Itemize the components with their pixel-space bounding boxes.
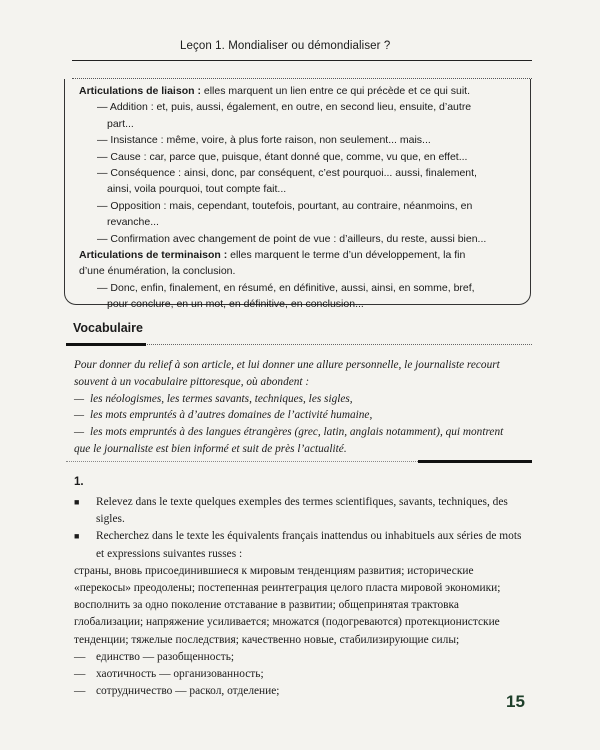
liaison-heading: Articulations de liaison : elles marquent un lien entre ce qui précède et ce qui suit. (79, 85, 471, 97)
vocab-item: — les mots empruntés à d’autres domaines de l’activité humaine, (74, 409, 373, 422)
square-bullet-icon: ■ (74, 497, 80, 507)
vocab-item: — les néologismes, les termes savants, techniques, les sigles, (74, 392, 353, 405)
header-rule (72, 60, 532, 61)
vocab-item: — les mots empruntés à des langues étrangères (grec, latin, anglais notamment), qui montrent (74, 426, 504, 439)
vocab-item-tail: que le journaliste est bien informé et suit de près l’actualité. (74, 442, 347, 455)
termination-def-cont: d’une énumération, la conclusion. (79, 265, 236, 278)
termination-item: — Donc, enfin, finalement, en résumé, en définitive, aussi, ainsi, en somme, bref, pour conclure, en un mot, en définitive, en conclusion... (97, 281, 475, 311)
liaison-item: — Cause : car, parce que, puisque, étant donné que, comme, vu que, en effet... (97, 150, 468, 163)
exercise-number: 1. (74, 476, 84, 488)
exercise-bullet: ■ Relevez dans le texte quelques exemples des termes scientifiques, savants, techniques, des sigles. (74, 494, 530, 528)
russian-pair: — хаотичность — организованность; (74, 668, 264, 681)
articulations-box (79, 83, 524, 313)
vocabulaire-title: Vocabulaire (73, 321, 143, 335)
running-title: Leçon 1. Mondialiser ou démondialiser ? (180, 40, 391, 52)
russian-pair: — сотрудничество — раскол, отделение; (74, 685, 280, 698)
vocab-end-dotted-rule (66, 461, 418, 462)
liaison-item: — Conséquence : ainsi, donc, par conséquent, c’est pourquoi... aussi, finalement, ainsi, voila pourquoi, tout compte fait... (97, 167, 477, 196)
exercise-body (74, 494, 530, 700)
russian-pair: — единство — разобщенность; (74, 650, 235, 663)
vocab-thick-rule (66, 343, 146, 346)
liaison-item: — Opposition : mais, cependant, toutefois, pourtant, au contraire, néanmoins, en revanche... (97, 199, 473, 229)
russian-phrases: страны, вновь присоединившиеся к мировым тенденциям развития; исторические «перекосы» преодолены; постепенная реинтеграция целого пласта мировой экономики; восполнить за одно поколение отставание в развитии; общепринятая трактовка глобализации; напряжение усиливается; множатся (подогреваются) протекционистские тенденции; тяжелые последствия; качественно новые, стабилизирующие силы; (74, 564, 501, 646)
vocab-intro: Pour donner du relief à son article, et lui donner une allure personnelle, le journaliste recourt souvent à un vocabulaire pittoresque, où abondent : — les néologismes, les termes savants, techniques, les sigles, — les mots empruntés à d’autres domaines de l’activité humaine, — les mots empruntés à des langues étrangères (grec, latin, anglais notamment), qui montrent que le journaliste est bien informé et suit de près l’actualité. (74, 357, 529, 458)
liaison-item: — Confirmation avec changement de point de vue : d’ailleurs, du reste, aussi bien... (97, 232, 487, 245)
exercise-bullet: ■ Recherchez dans le texte les équivalents français inattendus ou inhabituels aux séries de mots et expressions suivantes russes : (74, 528, 530, 562)
page-number: 15 (506, 692, 525, 711)
liaison-item: — Insistance : même, voire, à plus forte raison, non seulement... mais... (97, 134, 431, 147)
square-bullet-icon: ■ (74, 531, 80, 542)
termination-heading: Articulations de terminaison : elles marquent le terme d’un développement, la fin (79, 249, 466, 262)
liaison-item: — Addition : et, puis, aussi, également, en outre, en second lieu, ensuite, d’autre part... (97, 101, 472, 130)
vocab-end-thick-rule (418, 460, 532, 463)
